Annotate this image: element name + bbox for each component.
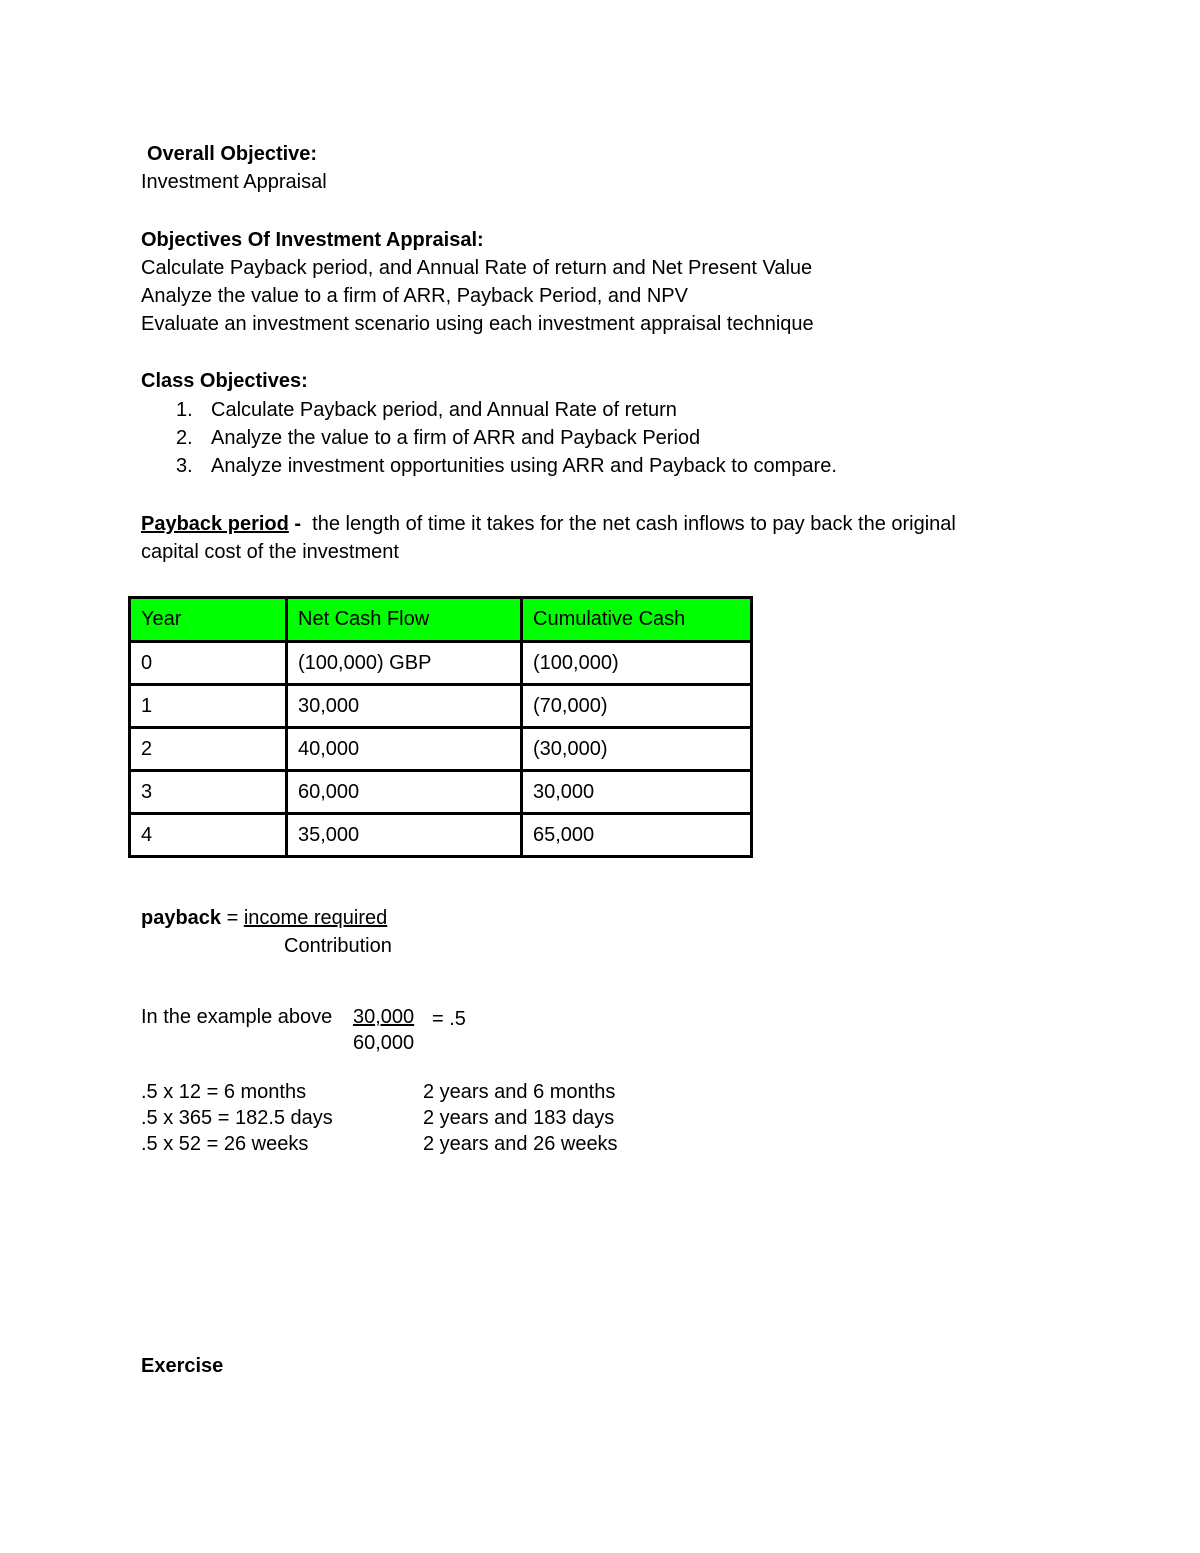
payback-dash: - — [288, 513, 307, 535]
conversion-result: 2 years and 6 months — [423, 1081, 616, 1103]
conversion-calc: .5 x 52 = 26 weeks — [141, 1133, 309, 1155]
example-result: = .5 — [432, 1008, 466, 1030]
header-cumulative-cash: Cumulative Cash — [522, 598, 752, 642]
ia-objectives-heading: Objectives Of Investment Appraisal: — [141, 229, 484, 251]
list-item — [176, 452, 837, 480]
cash-flow-table — [128, 596, 753, 858]
exercise-heading: Exercise — [141, 1355, 224, 1377]
cell-net-cash-flow: 60,000 — [287, 771, 522, 814]
ia-objective-line: Analyze the value to a firm of ARR, Payback Period, and NPV — [141, 285, 688, 307]
cell-year: 4 — [130, 814, 287, 857]
example-denominator: 60,000 — [353, 1032, 415, 1054]
cell-net-cash-flow: 30,000 — [287, 685, 522, 728]
class-objectives-heading: Class Objectives: — [141, 370, 308, 392]
header-net-cash-flow: Net Cash Flow — [287, 598, 522, 642]
list-item — [176, 396, 677, 424]
cell-cumulative-cash: (30,000) — [522, 728, 752, 771]
conversion-result: 2 years and 183 days — [423, 1107, 615, 1129]
cell-net-cash-flow: 40,000 — [287, 728, 522, 771]
formula-equals: = — [221, 907, 244, 929]
table-row — [130, 814, 752, 857]
payback-definition-line2: capital cost of the investment — [141, 541, 399, 563]
cell-year: 1 — [130, 685, 287, 728]
table-row — [130, 685, 752, 728]
cell-net-cash-flow: (100,000) GBP — [287, 642, 522, 685]
cell-cumulative-cash: (100,000) — [522, 642, 752, 685]
overall-objective-text: Investment Appraisal — [141, 171, 327, 193]
formula-term: payback — [141, 907, 222, 929]
payback-formula — [141, 904, 387, 932]
payback-term: Payback period — [141, 513, 289, 535]
list-item — [176, 424, 700, 452]
overall-objective-heading: Overall Objective: — [147, 143, 318, 165]
example-prefix: In the example above — [141, 1006, 333, 1028]
list-number: 2. — [176, 427, 193, 449]
ia-objective-line: Evaluate an investment scenario using each investment appraisal technique — [141, 313, 814, 335]
list-text: Analyze investment opportunities using ARR and Payback to compare. — [211, 455, 837, 477]
example-numerator: 30,000 — [353, 1006, 415, 1028]
table-row — [130, 771, 752, 814]
table-row — [130, 728, 752, 771]
formula-denominator: Contribution — [284, 935, 392, 957]
list-text: Calculate Payback period, and Annual Rate of return — [211, 399, 677, 421]
table-row — [130, 642, 752, 685]
cell-net-cash-flow: 35,000 — [287, 814, 522, 857]
conversion-calc: .5 x 12 = 6 months — [141, 1081, 307, 1103]
payback-definition-line1 — [141, 510, 956, 538]
cell-cumulative-cash: 65,000 — [522, 814, 752, 857]
payback-definition-text: the length of time it takes for the net cash inflows to pay back the original — [306, 513, 956, 535]
header-year: Year — [130, 598, 287, 642]
conversion-result: 2 years and 26 weeks — [423, 1133, 618, 1155]
list-number: 1. — [176, 399, 193, 421]
ia-objective-line: Calculate Payback period, and Annual Rate of return and Net Present Value — [141, 257, 813, 279]
formula-numerator: income required — [243, 907, 388, 929]
table-header-row — [130, 598, 752, 642]
cell-year: 3 — [130, 771, 287, 814]
cell-year: 0 — [130, 642, 287, 685]
cell-cumulative-cash: (70,000) — [522, 685, 752, 728]
conversion-calc: .5 x 365 = 182.5 days — [141, 1107, 333, 1129]
cell-cumulative-cash: 30,000 — [522, 771, 752, 814]
list-text: Analyze the value to a firm of ARR and Payback Period — [211, 427, 701, 449]
list-number: 3. — [176, 455, 193, 477]
cell-year: 2 — [130, 728, 287, 771]
